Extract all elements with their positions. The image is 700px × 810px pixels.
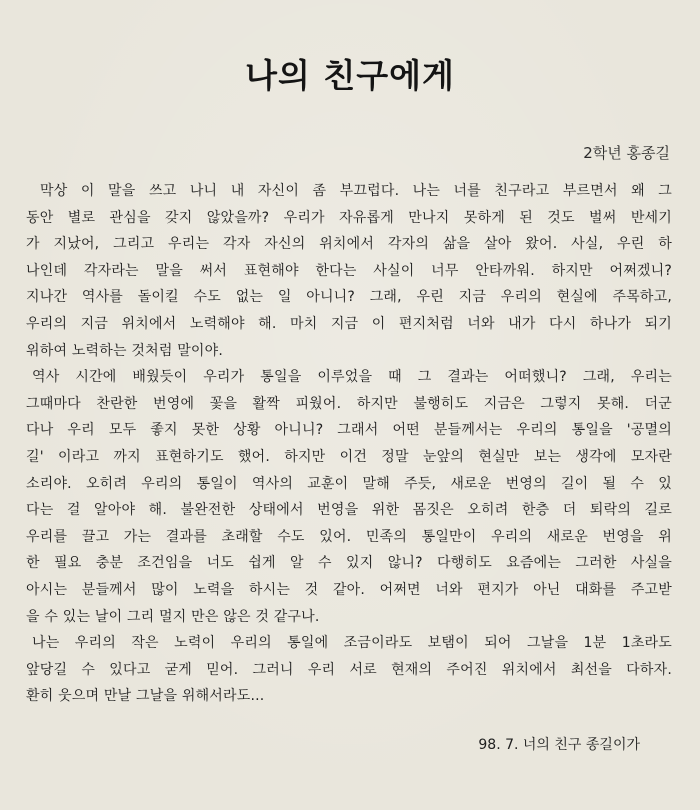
letter-title: 나의 친구에게 <box>245 56 455 95</box>
body-line: 역사 시간에 배웠듯이 우리가 통일을 이루었을 때 그 결과는 어떠했니? 그래, 우리는 <box>32 369 672 386</box>
body-line: 막상 이 말을 쓰고 나니 내 자신이 좀 부끄럽다. 나는 너를 친구라고 부르면서 왜 그 <box>40 183 672 199</box>
letter-body <box>26 178 672 710</box>
body-line: 우리의 지금 위치에서 노력해야 해. 마치 지금 이 편지처럼 너와 내가 다시 하나가 되기 <box>26 315 672 332</box>
body-line: 다는 걸 알아야 해. 불완전한 상태에서 번영을 위한 몸짓은 오히려 한층 더 퇴락의 길로 <box>26 502 672 519</box>
body-line: 한 필요 충분 조건임을 너도 쉽게 알 수 있지 않니? 다행히도 요즘에는 그러한 사실을 <box>26 555 672 572</box>
body-line: 나는 우리의 작은 노력이 우리의 통일에 조금이라도 보탬이 되어 그날을 1분 1초라도 <box>32 635 672 652</box>
body-line: 길' 이라고 까지 표현하기도 했어. 하지만 이건 정말 눈앞의 현실만 보는 생각에 모자란 <box>26 448 672 465</box>
author-line: 2학년 홍종길 <box>583 144 670 162</box>
body-line: 을 수 있는 날이 그리 멀지 만은 않은 것 같구나. <box>26 608 320 625</box>
body-line: 아시는 분들께서 많이 노력을 하시는 것 같아. 어쩌면 너와 편지가 아닌 대화를 주고받 <box>26 581 672 598</box>
closing-signature: 98. 7. 너의 친구 종길이가 <box>478 737 640 753</box>
body-line: 나인데 각자라는 말을 써서 표현해야 한다는 사실이 너무 안타까워. 하지만 어쩌겠니? <box>26 262 672 279</box>
body-line: 동안 별로 관심을 갖지 않았을까? 우리가 자유롭게 만나지 못하게 된 것도 벌써 반세기 <box>26 209 672 226</box>
body-line: 지나간 역사를 돌이킬 수도 없는 일 아니니? 그래, 우린 지금 우리의 현실에 주목하고, <box>26 289 672 306</box>
body-line: 위하여 노력하는 것처럼 말이야. <box>26 342 224 359</box>
body-line: 그때마다 찬란한 번영에 꽃을 활짝 피웠어. 하지만 불행히도 지금은 그렇지 못해. 더군 <box>26 395 672 412</box>
body-line: 우리를 끌고 가는 결과를 초래할 수도 있어. 민족의 통일만이 우리의 새로운 번영을 위 <box>26 528 672 545</box>
body-line: 다나 우리 모두 좋지 못한 상황 아니니? 그래서 어떤 분들께서는 우리의 통일을 '공멸의 <box>26 422 672 439</box>
body-line: 환히 웃으며 만날 그날을 위해서라도... <box>26 688 265 705</box>
body-line: 가 지났어, 그리고 우리는 각자 자신의 위치에서 각자의 삶을 살아 왔어. 사실, 우린 하 <box>26 236 672 253</box>
body-line: 앞당길 수 있다고 굳게 믿어. 그러니 우리 서로 현재의 주어진 위치에서 최선을 다하자. <box>26 661 672 678</box>
body-line: 소리야. 오히려 우리의 통일이 역사의 교훈이 말해 주듯, 새로운 번영의 길이 될 수 있 <box>26 475 672 492</box>
